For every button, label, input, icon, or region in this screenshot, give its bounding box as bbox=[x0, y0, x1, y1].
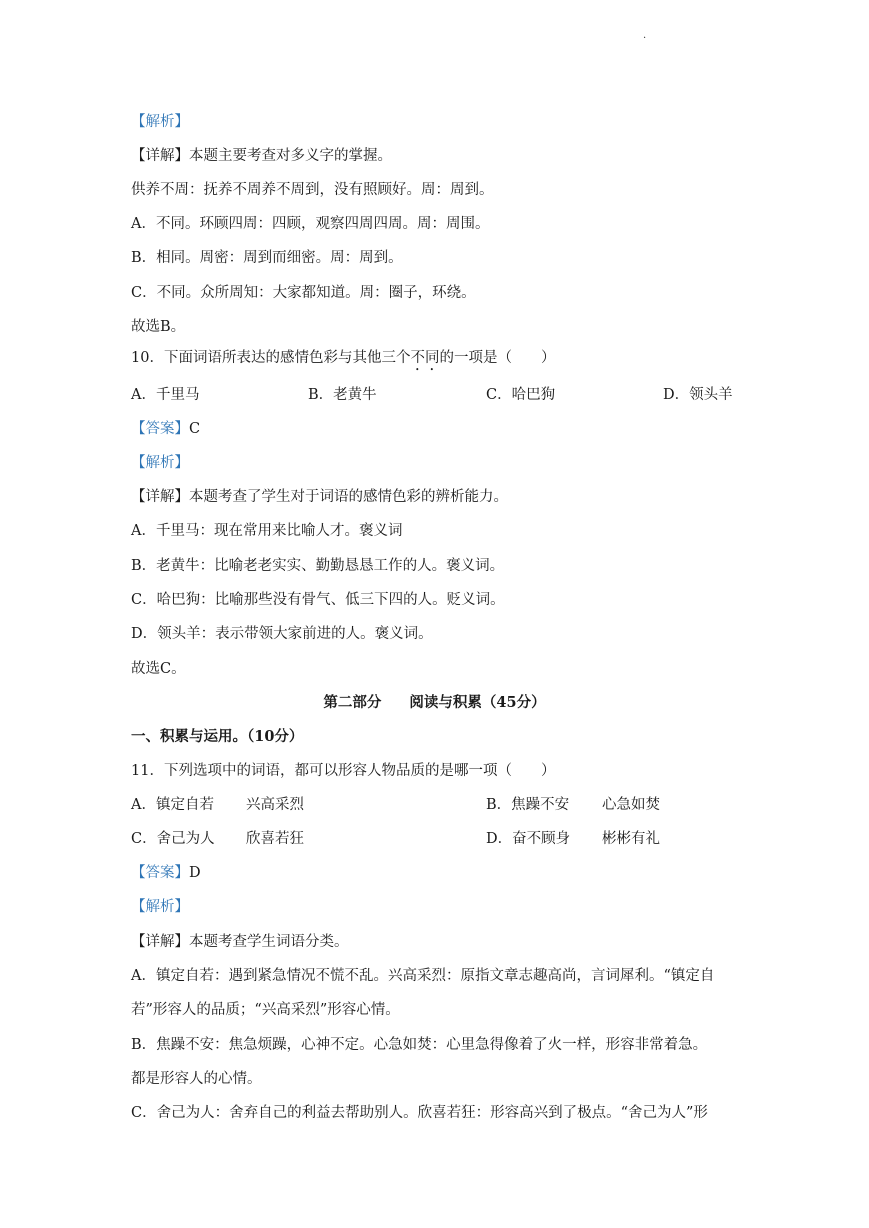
detail-line bbox=[131, 487, 508, 507]
q11-option-b: B．焦躁不安 bbox=[486, 797, 570, 813]
explanation-line: 若”形容人的品质；“兴高采烈”形容心情。 bbox=[131, 1002, 400, 1018]
q11-option-a: A．镇定自若 bbox=[131, 797, 214, 813]
stem-emphasis: 不同 bbox=[410, 350, 440, 366]
q10-option-d: D．领头羊 bbox=[663, 387, 733, 403]
part-heading bbox=[0, 693, 869, 713]
q10-answer-line bbox=[131, 419, 200, 439]
section-heading: 一、积累与运用。（10分） bbox=[131, 728, 304, 745]
explanation-line: C．舍己为人：舍弃自己的利益去帮助别人。欣喜若狂：形容高兴到了极点。“舍己为人”形 bbox=[131, 1105, 708, 1121]
q11-option-b-second: 心急如焚 bbox=[602, 797, 660, 813]
conclusion-line: 故选C。 bbox=[131, 661, 186, 677]
explanation-line: A．镇定自若：遇到紧急情况不慌不乱。兴高采烈：原指文章志趣高尚，言词犀利。“镇定自 bbox=[131, 968, 715, 984]
explanation-line: C．不同。众所周知：大家都知道。周：圈子，环绕。 bbox=[131, 285, 476, 301]
answer-tag: 【答案】 bbox=[131, 865, 189, 881]
analysis-tag: 【解析】 bbox=[131, 899, 189, 915]
answer-value: C bbox=[189, 421, 201, 437]
answer-value: D bbox=[189, 865, 201, 881]
q10-option-c: C．哈巴狗 bbox=[486, 387, 556, 403]
detail-text: 本题考查了学生对于词语的感情色彩的辨析能力。 bbox=[189, 489, 508, 505]
q11-answer-line bbox=[131, 863, 201, 883]
detail-tag: 【详解】 bbox=[131, 489, 189, 505]
q10-option-a: A．千里马 bbox=[131, 387, 200, 403]
q11-option-c: C．舍己为人 bbox=[131, 831, 215, 847]
conclusion-line: 故选B。 bbox=[131, 319, 186, 335]
explanation-line: A．千里马：现在常用来比喻人才。褒义词 bbox=[131, 523, 403, 539]
q11-option-d: D．奋不顾身 bbox=[486, 831, 571, 847]
explanation-line: B．老黄牛：比喻老老实实、勤勤恳恳工作的人。褒义词。 bbox=[131, 558, 505, 574]
explanation-line: C．哈巴狗：比喻那些没有骨气、低三下四的人。贬义词。 bbox=[131, 592, 505, 608]
analysis-tag: 【解析】 bbox=[131, 114, 189, 130]
question-10-stem bbox=[131, 348, 555, 374]
explanation-line: 供养不周：抚养不周养不周到，没有照顾好。周：周到。 bbox=[131, 182, 494, 198]
explanation-line: D．领头羊：表示带领大家前进的人。褒义词。 bbox=[131, 626, 433, 642]
q10-option-b: B．老黄牛 bbox=[308, 387, 377, 403]
detail-tag: 【详解】 bbox=[131, 934, 189, 950]
q11-option-a-second: 兴高采烈 bbox=[246, 797, 304, 813]
detail-line bbox=[131, 932, 349, 952]
detail-text: 本题主要考查对多义字的掌握。 bbox=[189, 148, 392, 164]
explanation-line: B．相同。周密：周到而细密。周：周到。 bbox=[131, 250, 403, 266]
explanation-line: 都是形容人的心情。 bbox=[131, 1071, 262, 1087]
answer-tag: 【答案】 bbox=[131, 421, 189, 437]
analysis-tag: 【解析】 bbox=[131, 455, 189, 471]
detail-text: 本题考查学生词语分类。 bbox=[189, 934, 349, 950]
detail-line bbox=[131, 146, 392, 166]
part-label: 第二部分 bbox=[323, 694, 382, 711]
stem-text: 10．下面词语所表达的感情色彩与其他三个 bbox=[131, 350, 411, 366]
top-mark: . bbox=[643, 30, 647, 41]
explanation-line: A．不同。环顾四周：四顾，观察四周四周。周：周围。 bbox=[131, 216, 490, 232]
q11-option-c-second: 欣喜若狂 bbox=[246, 831, 304, 847]
question-11-stem: 11．下列选项中的词语，都可以形容人物品质的是哪一项（ ） bbox=[131, 763, 556, 779]
q11-option-d-second: 彬彬有礼 bbox=[602, 831, 660, 847]
detail-tag: 【详解】 bbox=[131, 148, 189, 164]
stem-text: 的一项是（ ） bbox=[439, 350, 556, 366]
part-title: 阅读与积累（45分） bbox=[409, 694, 546, 711]
explanation-line: B．焦躁不安：焦急烦躁，心神不定。心急如焚：心里急得像着了火一样，形容非常着急。 bbox=[131, 1037, 708, 1053]
